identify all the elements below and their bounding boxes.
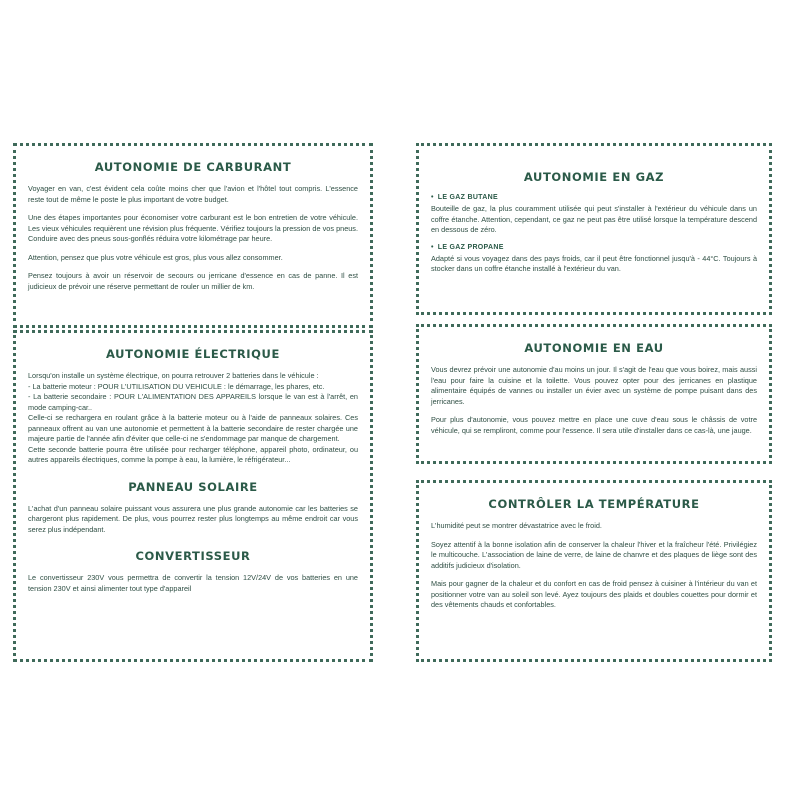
gas-autonomy-title: AUTONOMIE EN GAZ <box>523 170 665 184</box>
electric-line: Cette seconde batterie pourra être utilisée pour recharger téléphone, appareil photo, ordinateur, ou autres appareils électriques, comme la pompe à eau, la lumière, le réfrigérateur... <box>28 444 358 464</box>
electric-line: - La batterie secondaire : POUR L'ALIMENTATION DES APPAREILS lorsque le van est à l'arrêt, en mode camping-car.. <box>28 392 358 412</box>
butane-text: Bouteille de gaz, la plus couramment utilisée qui peut s'installer à l'extérieur du véhicule dans un coffre étanche. Attention, cependant, ce gaz ne peut pas être utilisé lorsque la température descend en dessous de zéro. <box>431 204 757 234</box>
temperature-paragraph: Soyez attentif à la bonne isolation afin de conserver la chaleur l'hiver et la fraîcheur l'été. Privilégiez le multicouche. L'association de laine de verre, de laine de chanvre et des plaques de liège sont des additifs judicieux d'isolation. <box>431 539 757 570</box>
electric-line: Celle-ci se rechargera en roulant grâce à la batterie moteur ou à l'aide de panneaux solaires. Ces panneaux offrent au van une autonomie et permettent à la batterie secondaire de rester chargée une majeure partie de l'année afin d'éviter que celle-ci ne s'endommage par manque de chargement. <box>28 413 358 443</box>
converter-text: Le convertisseur 230V vous permettra de convertir la tension 12V/24V de vos batteries en une tension 230V et ainsi alimenter tout type d'appareil <box>28 573 358 593</box>
water-autonomy-panel <box>416 324 772 464</box>
temperature-title: CONTRÔLER LA TEMPÉRATURE <box>488 497 700 511</box>
fuel-autonomy-title: AUTONOMIE DE CARBURANT <box>94 160 292 174</box>
temperature-paragraph: Mais pour gagner de la chaleur et du confort en cas de froid pensez à cuisiner à l'intérieur du van et positionner votre van au soleil son levé. Ayez toujours des plaids et doubles couettes pour dormir et des vêtements chauds et confortables. <box>431 579 757 609</box>
electric-autonomy-panel <box>13 330 373 662</box>
gas-autonomy-panel <box>416 143 772 315</box>
solar-panel-text: L'achat d'un panneau solaire puissant vous assurera une plus grande autonomie car les batteries se chargeront plus rapidement. De plus, vous pourrez rester plus longtemps au même endroit car vous serez plus indépendant. <box>28 503 358 534</box>
converter-title: CONVERTISSEUR <box>135 549 251 563</box>
water-paragraph: Vous devrez prévoir une autonomie d'au moins un jour. Il s'agit de l'eau que vous boirez, mais aussi l'eau pour faire la cuisine et la toilette. Vous pouvez opter pour des jerricanes en plastique alimentaire équipés de vannes ou installer un évier avec un système de pompe puisant dans des jerricanes. <box>431 365 757 406</box>
water-paragraph: Pour plus d'autonomie, vous pouvez mettre en place une cuve d'eau sous le châssis de votre véhicule, qui se rempliront, comme pour l'essence. Il sera utile d'installer dans ce cas-là, une jauge. <box>431 415 757 435</box>
propane-label: • LE GAZ PROPANE <box>431 243 504 251</box>
electric-line: Lorsqu'on installe un système électrique, on pourra retrouver 2 batteries dans le véhicule : <box>28 371 319 380</box>
electric-autonomy-title: AUTONOMIE ÉLECTRIQUE <box>106 347 280 361</box>
fuel-paragraph: Une des étapes importantes pour économiser votre carburant est le bon entretien de votre véhicule. Les vieux véhicules requièrent une révision plus fréquente. Vérifiez toujours la pression de vos pneus. Conduire avec des pneus sous-gonflés réduira votre kilométrage par heure. <box>28 213 358 243</box>
electric-line: - La batterie moteur : POUR L'UTILISATION DU VEHICULE : le démarrage, les phares, etc. <box>28 381 325 391</box>
bullet-icon: • <box>431 194 434 201</box>
bullet-icon: • <box>431 243 434 251</box>
propane-text: Adapté si vous voyagez dans des pays froids, car il peut être fonctionnel jusqu'à - 44°C. Toujours à stocker dans un coffre étanche installé à l'extérieur du van. <box>431 253 757 273</box>
butane-label: • LE GAZ BUTANE <box>431 194 498 201</box>
solar-panel-title: PANNEAU SOLAIRE <box>128 479 258 494</box>
fuel-paragraph: Voyager en van, c'est évident cela coûte moins cher que l'avion et l'hôtel tout compris. L'essence reste tout de même le poste le plus important de votre budget. <box>28 184 358 204</box>
fuel-paragraph: Pensez toujours à avoir un réservoir de secours ou jerricane d'essence en cas de panne. Il est judicieux de prévoir une réserve permettant de rouler un millier de km. <box>28 271 358 291</box>
fuel-paragraph: Attention, pensez que plus votre véhicule est gros, plus vous allez consommer. <box>28 252 283 262</box>
fuel-autonomy-panel <box>13 143 373 328</box>
temperature-panel <box>416 480 772 662</box>
temperature-paragraph: L'humidité peut se montrer dévastatrice avec le froid. <box>431 521 602 530</box>
water-autonomy-title: AUTONOMIE EN EAU <box>524 341 664 355</box>
